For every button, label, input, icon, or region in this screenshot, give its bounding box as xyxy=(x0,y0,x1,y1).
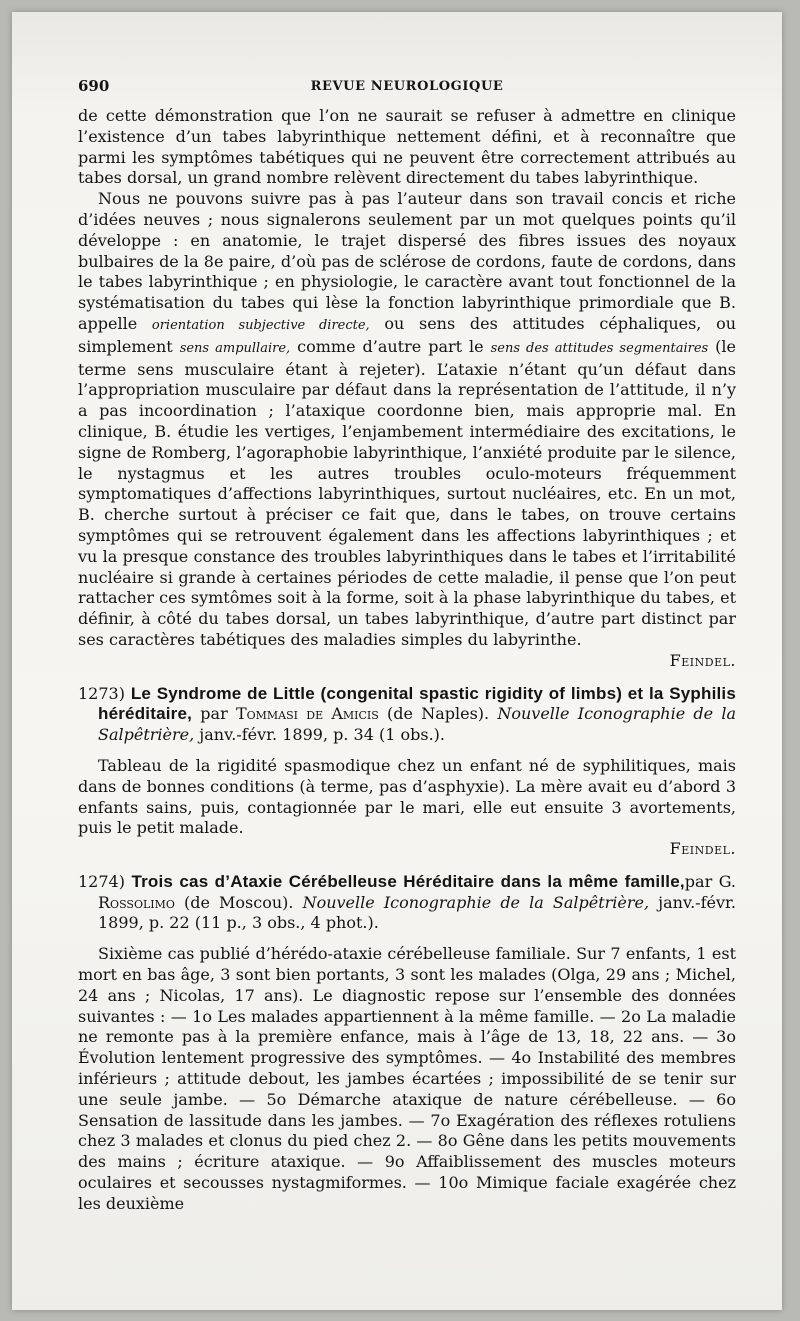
article-byline: par G. xyxy=(684,871,736,891)
article-location: (de Moscou). xyxy=(174,892,303,912)
review-text-4: (le terme sens musculaire étant à rejeter). L’ataxie n’étant qu’un défaut dans l’appropriation musculaire par défaut dans la représentation de l’attitude, il n’y a pas incoordination ; l’ataxique coordonne bien, mais approprie mal. En clinique, B. étudie les vertiges, l’enjambement intermédiaire des excitations, le signe de Romberg, l’agoraphobie labyrinthique, l’anxiété produite par le silence, le nystagmus et les autres troubles oculo-moteurs fréquemment symptomatiques d’affections labyrinthiques, surtout nucléaires, etc. En un mot, B. cherche surtout à préciser ce fait que, dans le tabes, on trouve certains symptômes qui se retrouvent également dans les affections labyrinthiques ; et vu la presque constance des troubles labyrinthiques dans le tabes et l’irritabilité nucléaire si grande à certaines périodes de cette maladie, il pense que l’on peut rattacher ces symtômes soit à la forme, soit à la phase labyrinthique du tabes, et définir, à côté du tabes dorsal, un tabes labyrinthique, d’autre part distinct par ses caractères tabétiques des maladies simples du labyrinthe. xyxy=(78,336,737,649)
page-content xyxy=(78,76,736,1215)
article-1273-heading xyxy=(78,684,736,746)
article-journal: Nouvelle Iconographie de la Salpêtrière, xyxy=(302,892,650,912)
term-sens-ampullaire: sens ampullaire, xyxy=(179,340,291,356)
journal-title: REVUE NEUROLOGIQUE xyxy=(310,79,504,94)
article-journal: Nouvelle Iconographie de la Salpêtrière, xyxy=(98,704,736,745)
article-body-text: Tableau de la rigidité spasmodique chez un enfant né de syphilitiques, mais dans de bonnes conditions (à terme, pas d’asphyxie). La mère avait eu d’abord 3 enfants sains, puis, contagionnée par le mari, elle eut ensuite 3 avortements, puis le petit malade. xyxy=(78,755,736,838)
article-number: 1273) xyxy=(78,683,125,703)
review-text-3: comme d’autre part le xyxy=(290,336,491,356)
running-header xyxy=(78,76,736,98)
article-author: Rossolimo xyxy=(98,892,175,912)
article-author: Tommasi de Amicis xyxy=(235,704,379,724)
article-title: Trois cas d’Ataxie Cérébelleuse Héréditaire dans la même famille, xyxy=(131,871,685,891)
article-title: Le Syndrome de Little (congenital spastic rigidity of limbs) et la Syphilis héréditaire, xyxy=(98,683,736,724)
article-byline: par xyxy=(192,704,236,724)
article-1273-body xyxy=(78,756,736,860)
paragraph-intro: de cette démonstration que l’on ne saurait se refuser à admettre en clinique l’existence d’un tabes labyrinthique nettement défini, et à reconnaître que parmi les symptômes tabétiques qui ne peuvent être correctement attribués au tabes dorsal, un grand nombre relèvent directement du tabes labyrinthique. xyxy=(78,106,736,188)
article-1274-heading xyxy=(78,872,736,934)
article-details: janv.-févr. 1899, p. 34 (1 obs.). xyxy=(194,725,445,745)
term-sens-attitudes: sens des attitudes segmentaires xyxy=(490,340,709,356)
article-details: janv.-févr. 1899, p. 22 (11 p., 3 obs., 4 phot.). xyxy=(98,892,736,933)
article-number: 1274) xyxy=(78,871,125,891)
page-number: 690 xyxy=(78,77,110,95)
scanned-page xyxy=(12,12,782,1310)
article-1274-body: Sixième cas publié d’hérédo-ataxie cérébelleuse familiale. Sur 7 enfants, 1 est mort en bas âge, 3 sont bien portants, 3 sont les malades (Olga, 29 ans ; Michel, 24 ans ; Nicolas, 17 ans). Le diagnostic repose sur l’ensemble des données suivantes : — 1o Les malades appartiennent à la même famille. — 2o La maladie ne remonte pas à la première enfance, mais à l’âge de 13, 18, 22 ans. — 3o Évolution lentement progressive des symptômes. — 4o Instabilité des membres inférieurs ; attitude debout, les jambes écartées ; impossibilité de se tenir sur une seule jambe. — 5o Démarche ataxique de nature cérébelleuse. — 6o Sensation de lassitude dans les jambes. — 7o Exagération des réflexes rotuliens chez 3 malades et clonus du pied chez 2. — 8o Gêne dans les petits mouvements des mains ; écriture ataxique. — 9o Affaiblissement des muscles moteurs oculaires et secousses nystagmiformes. — 10o Mimique faciale exagérée chez les deuxième xyxy=(78,944,736,1213)
author-signature: Feindel. xyxy=(669,650,736,670)
review-text-2: ou sens des attitudes céphaliques, ou simplement xyxy=(78,313,737,356)
article-location: (de Naples). xyxy=(378,704,498,724)
author-signature: Feindel. xyxy=(669,839,736,859)
review-text-1: Nous ne pouvons suivre pas à pas l’auteur dans son travail concis et riche d’idées neuves ; nous signalerons seulement par un mot quelques points qu’il développe : en anatomie, le trajet dispersé des fibres issues des noyaux bulbaires de la 8e paire, d’où pas de sclérose de cordons, faute de cordons, dans le tabes labyrinthique ; en physiologie, le caractère avant tout fonctionnel de la systématisation du tabes qui lèse la fonction labyrinthique primordiale que B. appelle xyxy=(78,189,736,333)
term-orientation: orientation subjective directe, xyxy=(151,317,370,333)
paragraph-review xyxy=(78,189,736,671)
